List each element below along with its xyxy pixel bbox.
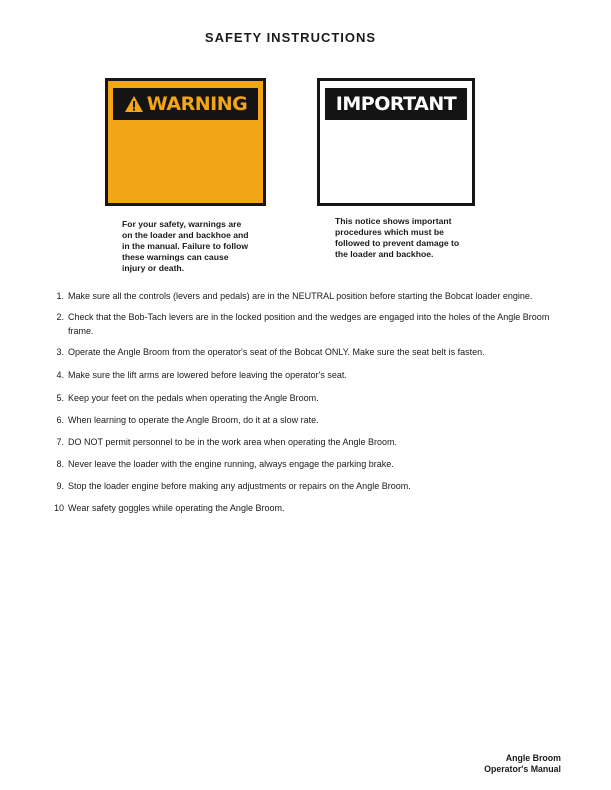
important-caption xyxy=(335,216,462,260)
instruction-number: 9. xyxy=(56,481,64,491)
page-title: SAFETY INSTRUCTIONS xyxy=(204,30,377,45)
important-notice-box xyxy=(317,78,475,206)
instruction-item xyxy=(44,310,554,338)
instruction-text: Make sure all the controls (levers and pedals) are in the NEUTRAL position before starting the Bobcat loader engine. xyxy=(68,291,533,301)
instruction-item xyxy=(44,479,554,493)
instruction-number: 2. xyxy=(56,312,64,322)
important-caption-line: procedures which must be xyxy=(335,227,444,237)
instruction-number: 10 xyxy=(53,503,64,513)
instruction-number: 5. xyxy=(56,393,64,403)
footer-manual-name: Operator's Manual xyxy=(484,764,561,774)
warning-caption-line: For your safety, warnings are xyxy=(122,219,242,229)
instruction-item xyxy=(44,391,554,405)
instruction-number: 3. xyxy=(56,347,64,357)
instruction-text: Keep your feet on the pedals when operating the Angle Broom. xyxy=(68,393,319,403)
instruction-item xyxy=(44,501,554,515)
instruction-item xyxy=(44,413,554,427)
important-label: IMPORTANT xyxy=(335,93,457,115)
instruction-item xyxy=(44,368,554,382)
manual-footer xyxy=(484,753,561,775)
instruction-text: When learning to operate the Angle Broom, do it at a slow rate. xyxy=(68,415,319,425)
safety-instructions-list xyxy=(44,289,554,515)
instruction-number: 6. xyxy=(56,415,64,425)
footer-product-name: Angle Broom xyxy=(505,753,561,763)
instruction-text: Make sure the lift arms are lowered before leaving the operator's seat. xyxy=(68,370,347,380)
important-caption-line: followed to prevent damage to xyxy=(335,238,460,248)
instruction-item xyxy=(44,435,554,449)
important-caption-line: the loader and backhoe. xyxy=(335,249,434,259)
instruction-text: Operate the Angle Broom from the operator's seat of the Bobcat ONLY. Make sure the seat belt is fasten. xyxy=(68,347,485,357)
warning-triangle-icon xyxy=(124,95,144,113)
important-caption-line: This notice shows important xyxy=(335,216,452,226)
instruction-text: Stop the loader engine before making any adjustments or repairs on the Angle Broom. xyxy=(68,481,411,491)
instruction-number: 1. xyxy=(56,291,64,301)
instruction-number: 8. xyxy=(56,459,64,469)
warning-caption-line: these warnings can cause xyxy=(122,252,229,262)
warning-caption-line: in the manual. Failure to follow xyxy=(122,241,249,251)
important-banner xyxy=(325,88,467,120)
instruction-text: DO NOT permit personnel to be in the work area when operating the Angle Broom. xyxy=(68,437,398,447)
instruction-text: Never leave the loader with the engine running, always engage the parking brake. xyxy=(68,459,394,469)
warning-caption xyxy=(122,219,251,274)
instruction-item xyxy=(44,345,554,359)
instruction-number: 4. xyxy=(56,370,64,380)
warning-caption-line: injury or death. xyxy=(122,263,185,273)
warning-banner xyxy=(113,88,258,120)
warning-caption-line: on the loader and backhoe and xyxy=(122,230,249,240)
warning-label: WARNING xyxy=(146,93,248,115)
instruction-text: Wear safety goggles while operating the Angle Broom. xyxy=(68,503,285,513)
instruction-number: 7. xyxy=(56,437,64,447)
instruction-item xyxy=(44,289,554,303)
instruction-text: Check that the Bob-Tach levers are in the locked position and the wedges are engaged into the holes of the Angle Broom frame. xyxy=(68,312,550,336)
instruction-item xyxy=(44,457,554,471)
warning-notice-box xyxy=(105,78,266,206)
